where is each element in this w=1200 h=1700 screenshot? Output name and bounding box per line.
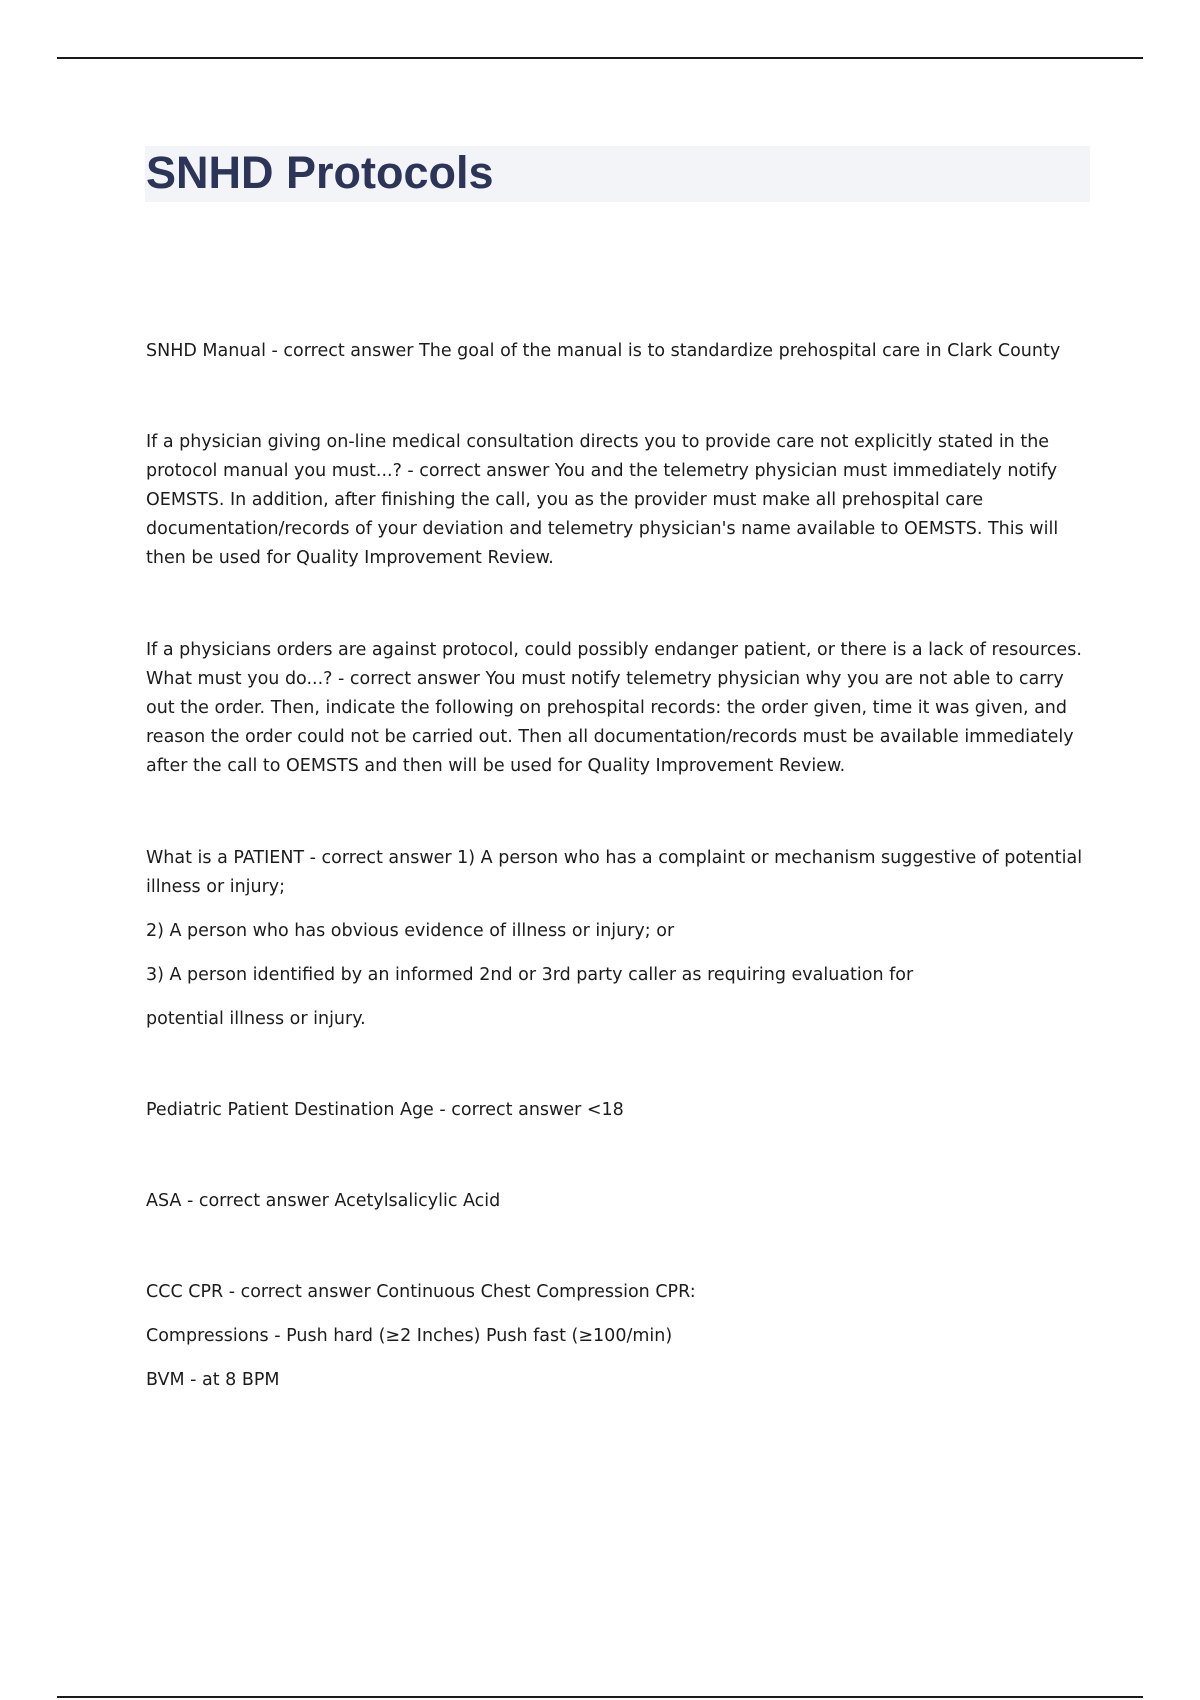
qa-entry-asa: [146, 1187, 1096, 1216]
page-title: SNHD Protocols: [146, 147, 494, 198]
entry-text: 2) A person who has obvious evidence of illness or injury; or: [146, 921, 675, 941]
top-rule: [57, 57, 1143, 59]
qa-entry-ccc-cpr: [146, 1278, 1096, 1395]
entry-text: If a physician giving on-line medical consultation directs you to provide care not explicitly stated in the protocol manual you must...? - correct answer You and the telemetry physician must immediately notify OEMSTS. In addition, after finishing the call, you as the provider must make all prehospital care documentation/records of your deviation and telemetry physician's name available to OEMSTS. This will then be used for Quality Improvement Review.: [146, 432, 1059, 568]
entry-text: CCC CPR - correct answer Continuous Chest Compression CPR:: [146, 1282, 696, 1302]
entry-text: 3) A person identified by an informed 2nd or 3rd party caller as requiring evaluation for: [146, 965, 914, 985]
entry-text: Pediatric Patient Destination Age - correct answer <18: [146, 1100, 624, 1120]
document-body: [146, 337, 1096, 1395]
qa-entry-online-consultation: [146, 428, 1096, 573]
entry-text: BVM - at 8 BPM: [146, 1370, 280, 1390]
entry-text: Compressions - Push hard (≥2 Inches) Push fast (≥100/min): [146, 1326, 673, 1346]
qa-entry-orders-against-protocol: [146, 636, 1096, 781]
entry-text: If a physicians orders are against protocol, could possibly endanger patient, or there is a lack of resources. What must you do...? - correct answer You must notify telemetry physician why you are not able to carry out the order. Then, indicate the following on prehospital records: the order given, time it was given, and reason the order could not be carried out. Then all documentation/records must be available immediately after the call to OEMSTS and then will be used for Quality Improvement Review.: [146, 640, 1082, 776]
bottom-rule: [57, 1696, 1143, 1698]
qa-entry-pediatric-age: [146, 1096, 1096, 1125]
entry-text: potential illness or injury.: [146, 1009, 366, 1029]
entry-text: What is a PATIENT - correct answer 1) A person who has a complaint or mechanism suggestive of potential illness or injury;: [146, 848, 1083, 897]
entry-text: SNHD Manual - correct answer The goal of the manual is to standardize prehospital care in Clark County: [146, 341, 1061, 361]
qa-entry-patient-definition: [146, 844, 1096, 1034]
qa-entry-snhd-manual: [146, 337, 1096, 366]
entry-text: ASA - correct answer Acetylsalicylic Acid: [146, 1191, 501, 1211]
